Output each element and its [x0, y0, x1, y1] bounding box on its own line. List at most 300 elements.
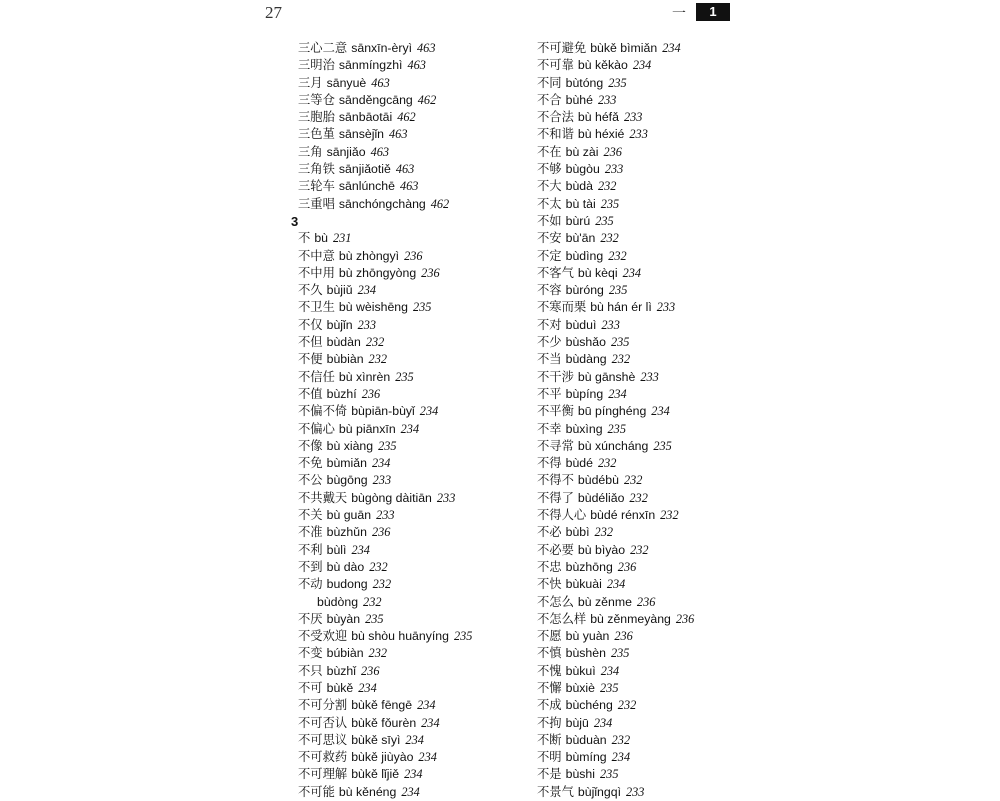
index-entry — [537, 351, 757, 368]
index-entry — [537, 161, 757, 178]
hanzi-term: 不动 — [298, 577, 323, 592]
pinyin-reading: bùgòng dàitiān — [351, 490, 432, 505]
pinyin-reading: bùxiè — [565, 680, 596, 695]
pinyin-reading: bù dào — [326, 559, 365, 574]
hanzi-term: 三等仓 — [298, 92, 335, 107]
pinyin-reading: bùdìng — [565, 248, 604, 263]
pinyin-reading: bùkě lǐjiě — [351, 767, 400, 782]
pinyin-reading: bù xúncháng — [577, 438, 649, 453]
page-reference: 463 — [417, 41, 436, 55]
page-reference: 233 — [629, 127, 648, 142]
pinyin-reading: bùzhōng — [565, 559, 613, 574]
index-entry — [537, 472, 757, 489]
index-column-left — [287, 40, 527, 801]
hanzi-term: 不在 — [537, 144, 562, 159]
page-reference: 463 — [407, 58, 426, 73]
hanzi-term: 三轮车 — [298, 179, 335, 194]
index-entry — [287, 403, 527, 420]
pinyin-reading: bùbiàn — [326, 352, 364, 367]
page-reference: 236 — [603, 144, 622, 159]
hanzi-term: 不久 — [298, 283, 323, 298]
page-reference: 234 — [401, 784, 420, 799]
pinyin-reading: bù zhòngyì — [338, 248, 400, 263]
page-reference: 236 — [617, 559, 637, 574]
page-reference: 232 — [630, 542, 649, 557]
pinyin-reading: bùjǐngqì — [577, 784, 621, 799]
hanzi-term: 不可理解 — [298, 767, 348, 782]
index-entry — [537, 438, 757, 455]
hanzi-term: 不定 — [537, 248, 562, 263]
index-entry — [537, 403, 757, 420]
hanzi-term: 三重唱 — [298, 196, 335, 211]
hanzi-term: 不到 — [298, 559, 323, 574]
index-entry — [287, 732, 527, 749]
hanzi-term: 不太 — [537, 196, 562, 211]
index-column-right — [537, 40, 757, 801]
page-reference: 232 — [368, 646, 387, 661]
index-entry — [287, 524, 527, 541]
page-reference: 236 — [675, 611, 695, 626]
index-entry — [287, 749, 527, 766]
index-entry — [287, 317, 527, 334]
hanzi-term: 不当 — [537, 352, 562, 367]
hanzi-term: 不得人心 — [537, 508, 587, 523]
pinyin-reading: sānlúnchē — [338, 179, 395, 194]
index-entry — [287, 628, 527, 645]
index-entry — [287, 697, 527, 714]
pinyin-reading: bùjū — [565, 715, 589, 730]
index-entry — [537, 196, 757, 213]
pinyin-reading: sānsèjǐn — [338, 127, 385, 142]
index-entry — [287, 196, 527, 213]
hanzi-term: 不只 — [298, 663, 323, 678]
index-entry — [287, 507, 527, 524]
index-entry — [287, 594, 527, 611]
index-entry — [537, 178, 757, 195]
index-entry — [537, 524, 757, 541]
index-entry — [537, 784, 757, 801]
page-reference: 234 — [418, 750, 437, 765]
pinyin-reading: bùchéng — [565, 698, 613, 713]
hanzi-term: 不寒而栗 — [537, 300, 587, 315]
pinyin-reading: bùkě — [326, 680, 354, 695]
page-reference: 232 — [369, 559, 388, 574]
page-reference: 236 — [361, 663, 380, 678]
page-reference: 234 — [651, 404, 670, 419]
index-entry — [287, 248, 527, 265]
page-reference: 232 — [363, 594, 382, 609]
hanzi-term: 不安 — [537, 231, 562, 246]
pinyin-reading: bùdà — [565, 179, 593, 194]
pinyin-reading: bùzhǔn — [326, 525, 367, 540]
page-reference: 232 — [608, 248, 627, 263]
index-entry — [287, 663, 527, 680]
page-reference: 235 — [453, 629, 473, 644]
page-reference: 236 — [636, 594, 656, 609]
page-reference: 232 — [623, 473, 643, 488]
pinyin-reading: sānjiǎotiě — [338, 162, 391, 177]
pinyin-reading: bù — [314, 231, 328, 246]
pinyin-reading: bù héxié — [577, 127, 625, 142]
pinyin-reading: bùgòu — [565, 162, 600, 177]
page-reference: 231 — [333, 231, 352, 246]
hanzi-term: 不可 — [298, 680, 323, 695]
hanzi-term: 不怎么 — [537, 594, 574, 609]
index-entry — [287, 455, 527, 472]
index-entry — [537, 507, 757, 524]
pinyin-reading: bù zhōngyòng — [338, 265, 417, 280]
index-entry — [537, 611, 757, 628]
index-entry — [537, 317, 757, 334]
page-reference: 462 — [417, 92, 437, 107]
page-reference: 233 — [436, 490, 456, 505]
hanzi-term: 不变 — [298, 646, 323, 661]
page-reference: 232 — [617, 698, 637, 713]
index-entry — [537, 299, 757, 316]
page-reference: 232 — [597, 456, 617, 471]
pinyin-reading: bùyàn — [326, 611, 361, 626]
page-reference: 234 — [622, 265, 642, 280]
page-reference: 236 — [371, 525, 391, 540]
pinyin-reading: bù héfǎ — [577, 110, 619, 125]
index-entry — [537, 126, 757, 143]
index-entry — [537, 282, 757, 299]
index-entry — [537, 386, 757, 403]
page-reference: 233 — [601, 317, 620, 332]
hanzi-term: 不公 — [298, 473, 323, 488]
hanzi-term: 不仅 — [298, 317, 323, 332]
page-reference: 462 — [397, 110, 416, 125]
page-reference: 236 — [404, 248, 423, 263]
pinyin-reading: sānyuè — [326, 75, 367, 90]
index-entry — [537, 749, 757, 766]
pinyin-reading: sānxīn-èryì — [351, 41, 413, 55]
hanzi-term: 不中用 — [298, 265, 335, 280]
page-reference: 233 — [640, 369, 659, 384]
pinyin-reading: bùzhí — [326, 386, 357, 401]
index-entry — [287, 472, 527, 489]
page-reference: 463 — [395, 162, 415, 177]
index-entry — [537, 766, 757, 783]
pinyin-reading: bù zěnme — [577, 594, 632, 609]
hanzi-term: 不少 — [537, 335, 562, 350]
page-reference: 463 — [370, 144, 390, 159]
hanzi-term: 不如 — [537, 213, 562, 228]
pinyin-reading: bùdébù — [577, 473, 619, 488]
pinyin-reading: bùzhǐ — [326, 663, 357, 678]
page-reference: 233 — [656, 300, 676, 315]
hanzi-term: 不便 — [298, 352, 323, 367]
hanzi-term: 不关 — [298, 508, 323, 523]
page-reference: 234 — [405, 732, 424, 747]
hanzi-term: 不受欢迎 — [298, 629, 348, 644]
index-entry — [537, 663, 757, 680]
hanzi-term: 不忠 — [537, 559, 562, 574]
page-reference: 232 — [660, 508, 679, 523]
page-reference: 233 — [372, 473, 392, 488]
pinyin-reading: bù gānshè — [577, 369, 636, 384]
index-entry — [537, 75, 757, 92]
pinyin-reading: bù zěnmeyàng — [590, 611, 671, 626]
page-reference: 234 — [662, 41, 681, 55]
hanzi-term: 不可能 — [298, 784, 335, 799]
section-tab: 1 — [696, 3, 730, 21]
page-reference: 235 — [608, 283, 628, 298]
hanzi-term: 不必 — [537, 525, 562, 540]
page-reference: 236 — [614, 629, 633, 644]
index-entry — [287, 611, 527, 628]
pinyin-reading: bùgōng — [326, 473, 368, 488]
hanzi-term: 不寻常 — [537, 438, 574, 453]
index-entry — [537, 248, 757, 265]
index-entry — [287, 559, 527, 576]
index-entry — [287, 645, 527, 662]
index-entry — [537, 715, 757, 732]
page-reference: 235 — [600, 196, 620, 211]
page-reference: 233 — [597, 92, 617, 107]
index-entry — [287, 75, 527, 92]
pinyin-reading: bùduì — [565, 317, 597, 332]
hanzi-term: 不容 — [537, 283, 562, 298]
pinyin-reading: bùrú — [565, 213, 591, 228]
page-reference: 235 — [610, 646, 630, 661]
pinyin-reading: bùmíng — [565, 750, 607, 765]
pinyin-reading: sānděngcāng — [338, 92, 413, 107]
pinyin-reading: bùdàn — [326, 335, 361, 350]
index-entry — [537, 109, 757, 126]
pinyin-reading: bùdé — [565, 456, 593, 471]
index-entry — [537, 57, 757, 74]
hanzi-term: 三胞胎 — [298, 110, 335, 125]
hanzi-term: 不怎么样 — [537, 611, 587, 626]
page-reference: 234 — [371, 456, 391, 471]
hanzi-term: 不景气 — [537, 784, 574, 799]
hanzi-term: 不客气 — [537, 265, 574, 280]
hanzi-term: 不像 — [298, 438, 323, 453]
index-entry — [287, 351, 527, 368]
index-entry — [287, 92, 527, 109]
hanzi-term: 不得不 — [537, 473, 574, 488]
hanzi-term: 不可避免 — [537, 41, 587, 55]
index-entry — [537, 230, 757, 247]
index-entry — [537, 680, 757, 697]
pinyin-reading: bùpíng — [565, 386, 604, 401]
index-entry — [287, 144, 527, 161]
page-reference: 233 — [604, 162, 624, 177]
index-entry — [287, 490, 527, 507]
hanzi-term: 三月 — [298, 75, 323, 90]
hanzi-term: 不够 — [537, 162, 562, 177]
pinyin-reading: bùjǐn — [326, 317, 353, 332]
hanzi-term: 不成 — [537, 698, 562, 713]
hanzi-term: 不大 — [537, 179, 562, 194]
pinyin-reading: bù shòu huānyíng — [351, 629, 449, 644]
pinyin-reading: bùkě fǒurèn — [351, 715, 417, 730]
pinyin-reading: búbiàn — [326, 646, 364, 661]
page-reference: 232 — [597, 179, 617, 194]
pinyin-reading: bùdàng — [565, 352, 607, 367]
pinyin-reading: bù kěnéng — [338, 784, 397, 799]
page-reference: 235 — [610, 335, 630, 350]
pinyin-reading: bù bìyào — [577, 542, 626, 557]
hanzi-term: 不偏心 — [298, 421, 335, 436]
index-entry — [537, 369, 757, 386]
page-reference: 232 — [365, 335, 385, 350]
index-entry — [287, 161, 527, 178]
pinyin-reading: sānbāotāi — [338, 110, 393, 125]
index-entry — [287, 178, 527, 195]
page-reference: 234 — [417, 698, 436, 713]
pinyin-reading: bùmiǎn — [326, 456, 367, 471]
hanzi-term: 不和谐 — [537, 127, 574, 142]
hanzi-term: 不平衡 — [537, 404, 574, 419]
page-reference: 232 — [629, 490, 648, 505]
index-entry — [287, 334, 527, 351]
hanzi-term: 不值 — [298, 386, 323, 401]
hanzi-term: 不卫生 — [298, 300, 335, 315]
pinyin-reading: bùdòng — [317, 594, 359, 609]
hanzi-term: 不必要 — [537, 542, 574, 557]
hanzi-term: 不信任 — [298, 369, 335, 384]
hanzi-term: 不免 — [298, 456, 323, 471]
index-entry — [287, 40, 527, 57]
hanzi-term: 不断 — [537, 732, 562, 747]
pinyin-reading: bùdé rénxīn — [590, 508, 656, 523]
index-entry — [287, 265, 527, 282]
index-entry — [287, 784, 527, 801]
page-reference: 233 — [376, 508, 395, 523]
pinyin-reading: bù wèishēng — [338, 300, 408, 315]
index-entry — [287, 715, 527, 732]
pinyin-reading: bùduàn — [565, 732, 607, 747]
pinyin-reading: bù kèqi — [577, 265, 618, 280]
radical-label: 一 — [672, 6, 686, 22]
pinyin-reading: bùjiǔ — [326, 283, 353, 298]
pinyin-reading: bù piānxīn — [338, 421, 396, 436]
index-entry — [287, 421, 527, 438]
hanzi-term: 不准 — [298, 525, 323, 540]
hanzi-term: 不愿 — [537, 629, 562, 644]
page-reference: 235 — [378, 438, 397, 453]
page-reference: 234 — [611, 750, 631, 765]
page-reference: 234 — [419, 404, 439, 419]
index-entry — [287, 282, 527, 299]
page-number: 27 — [265, 3, 282, 22]
page-reference: 234 — [608, 386, 627, 401]
hanzi-term: 三明治 — [298, 58, 335, 73]
hanzi-term: 不愧 — [537, 663, 562, 678]
index-entry — [287, 542, 527, 559]
pinyin-reading: sānchóngchàng — [338, 196, 426, 211]
pinyin-reading: bù xìnrèn — [338, 369, 391, 384]
pinyin-reading: budong — [326, 577, 368, 592]
hanzi-term: 不但 — [298, 335, 323, 350]
pinyin-reading: bùhé — [565, 92, 593, 107]
pinyin-reading: bùshi — [565, 767, 596, 782]
hanzi-term: 不平 — [537, 386, 562, 401]
index-entry — [537, 421, 757, 438]
pinyin-reading: bùkě sīyì — [351, 732, 401, 747]
pinyin-reading: bùxìng — [565, 421, 603, 436]
hanzi-term: 不利 — [298, 542, 323, 557]
pinyin-reading: bùshèn — [565, 646, 606, 661]
index-entry — [287, 230, 527, 247]
index-entry — [287, 438, 527, 455]
page-reference: 463 — [371, 75, 390, 90]
page-reference: 235 — [608, 75, 627, 90]
page-reference: 232 — [611, 732, 631, 747]
index-entry — [537, 144, 757, 161]
page-reference: 236 — [421, 265, 440, 280]
page-reference: 234 — [421, 715, 440, 730]
pinyin-reading: 3 — [291, 213, 299, 229]
page-reference: 234 — [358, 680, 377, 695]
hanzi-term: 不可分割 — [298, 698, 348, 713]
hanzi-term: 不 — [298, 231, 311, 246]
page-reference: 462 — [430, 196, 450, 211]
index-entry — [287, 576, 527, 593]
pinyin-reading: bùbì — [565, 525, 590, 540]
page-reference: 235 — [607, 421, 626, 436]
index-entry — [537, 559, 757, 576]
pinyin-reading: bùkě bìmiǎn — [590, 41, 658, 55]
hanzi-term: 三色堇 — [298, 127, 335, 142]
index-entry — [537, 732, 757, 749]
hanzi-term: 不合法 — [537, 110, 574, 125]
hanzi-term: 不懈 — [537, 680, 562, 695]
pinyin-reading: bù'ān — [565, 231, 596, 246]
index-entry — [287, 126, 527, 143]
page-reference: 233 — [623, 110, 643, 125]
pinyin-reading: bù hán ér lì — [590, 300, 652, 315]
hanzi-term: 不对 — [537, 317, 562, 332]
page-reference: 235 — [600, 680, 619, 695]
pinyin-reading: bù tài — [565, 196, 596, 211]
hanzi-term: 不可靠 — [537, 58, 574, 73]
hanzi-term: 不干涉 — [537, 369, 574, 384]
hanzi-term: 不得了 — [537, 490, 574, 505]
index-entry — [287, 680, 527, 697]
page-reference: 234 — [606, 577, 626, 592]
page-reference: 232 — [594, 525, 613, 540]
pinyin-reading: bùtóng — [565, 75, 604, 90]
page-reference: 233 — [357, 317, 377, 332]
page-reference: 234 — [400, 421, 420, 436]
pinyin-reading: bùpiān-bùyǐ — [351, 404, 415, 419]
pinyin-reading: bù kěkào — [577, 58, 628, 73]
hanzi-term: 不同 — [537, 75, 562, 90]
page-reference: 234 — [351, 542, 370, 557]
page-reference: 233 — [625, 784, 645, 799]
section-heading — [287, 213, 527, 230]
hanzi-term: 三角铁 — [298, 162, 335, 177]
index-entry — [537, 628, 757, 645]
index-entry — [287, 109, 527, 126]
pinyin-reading: bùlì — [326, 542, 347, 557]
index-entry — [537, 265, 757, 282]
pinyin-reading: bū pínghéng — [577, 404, 647, 419]
pinyin-reading: bùshǎo — [565, 335, 606, 350]
page-reference: 235 — [653, 438, 672, 453]
pinyin-reading: bù guān — [326, 508, 372, 523]
hanzi-term: 三角 — [298, 144, 323, 159]
pinyin-reading: bù yuàn — [565, 629, 610, 644]
index-entry — [287, 766, 527, 783]
index-entry — [537, 40, 757, 57]
page-reference: 463 — [389, 127, 408, 142]
pinyin-reading: sānjiǎo — [326, 144, 366, 159]
page-reference: 234 — [404, 767, 423, 782]
